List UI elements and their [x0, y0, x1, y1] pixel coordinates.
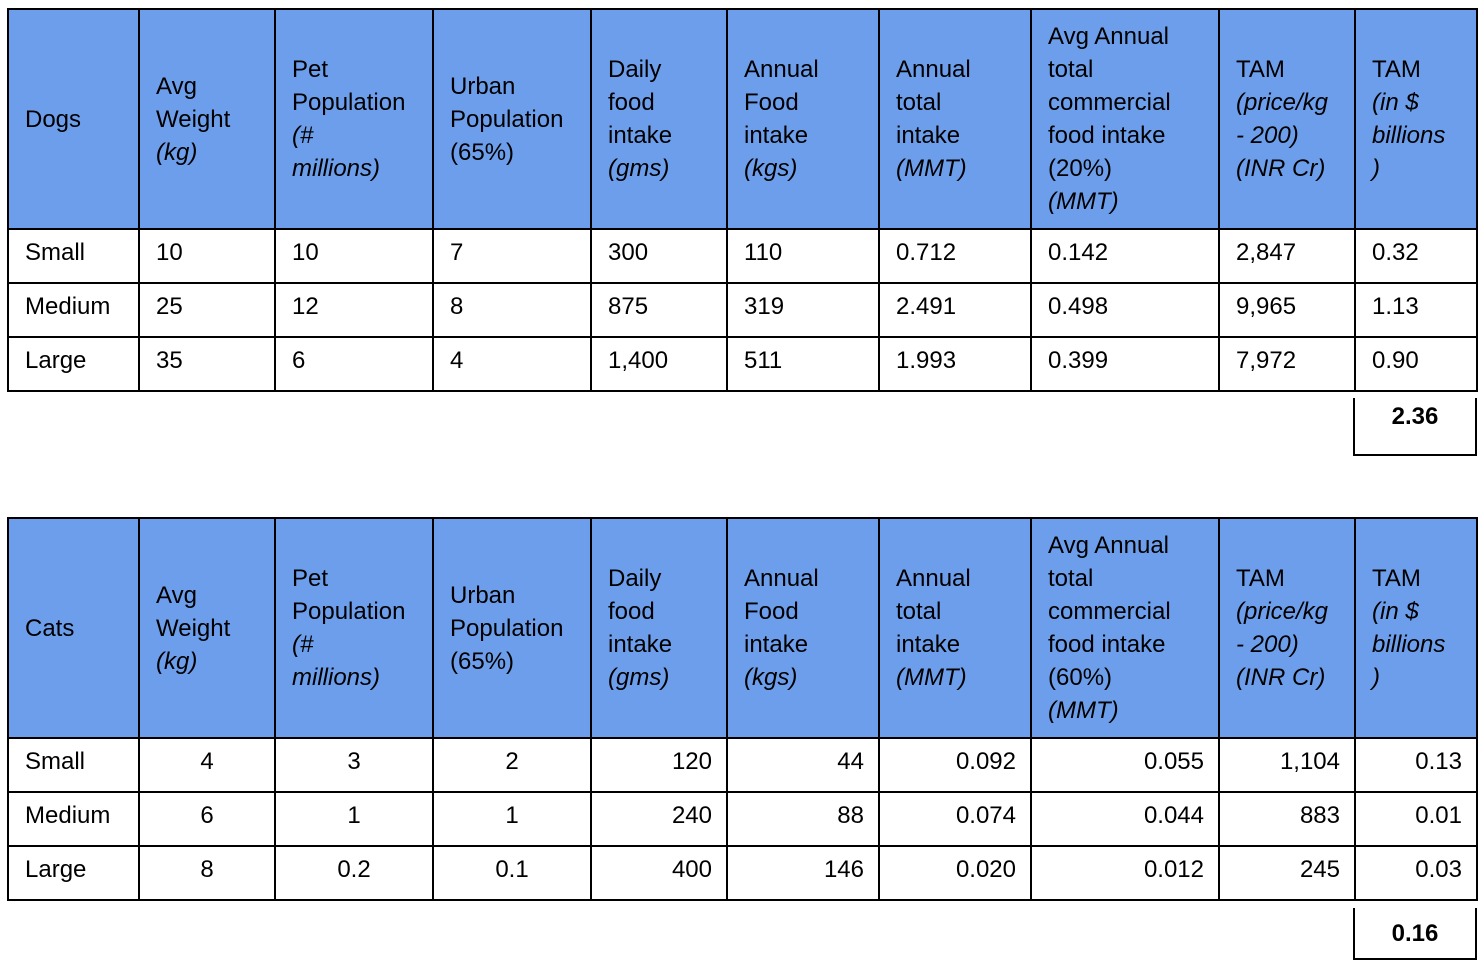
header-text: food intake	[1048, 122, 1166, 149]
header-text: Annual	[744, 56, 819, 83]
header-text: total	[896, 89, 942, 116]
table-cell: 0.1	[433, 846, 591, 900]
header-text: intake	[896, 631, 961, 658]
header-text: Population	[292, 89, 406, 116]
header-unit: millions)	[292, 664, 381, 691]
header-cell	[591, 9, 727, 229]
header-text: total	[1048, 565, 1094, 592]
header-text: Avg Annual	[1048, 23, 1169, 50]
table-row	[8, 283, 1477, 337]
table-cell: 110	[727, 229, 879, 283]
table-row	[8, 738, 1477, 792]
header-text: commercial	[1048, 89, 1171, 116]
table-cell: 300	[591, 229, 727, 283]
header-unit: (kgs)	[744, 155, 798, 182]
header-text: commercial	[1048, 598, 1171, 625]
header-text: Daily	[608, 56, 662, 83]
header-cell	[139, 518, 275, 738]
header-unit: (#	[292, 122, 314, 149]
cats-table	[7, 517, 1478, 901]
row-label: Large	[8, 337, 139, 391]
header-cell	[433, 9, 591, 229]
table-cell: 8	[139, 846, 275, 900]
header-cell	[8, 9, 139, 229]
header-text: TAM	[1372, 565, 1421, 592]
table-cell: 35	[139, 337, 275, 391]
header-text: total	[1048, 56, 1094, 83]
table-cell: 400	[591, 846, 727, 900]
header-cell	[433, 518, 591, 738]
table-cell: 1,400	[591, 337, 727, 391]
dogs-tam-total: 2.36	[1353, 398, 1477, 456]
header-unit: (#	[292, 631, 314, 658]
header-unit: (MMT)	[1048, 697, 1119, 724]
table-cell: 0.712	[879, 229, 1031, 283]
header-unit: billions	[1372, 631, 1446, 658]
header-row	[8, 518, 1477, 738]
header-text: intake	[608, 631, 673, 658]
table-cell: 0.2	[275, 846, 433, 900]
header-text: food	[608, 89, 655, 116]
header-text: Avg	[156, 581, 197, 609]
table-cell: 1,104	[1219, 738, 1355, 792]
header-unit: )	[1372, 664, 1380, 691]
header-cell	[1219, 518, 1355, 738]
table-cell: 0.074	[879, 792, 1031, 846]
table-cell: 0.498	[1031, 283, 1219, 337]
header-unit: - 200)	[1236, 122, 1299, 149]
header-text: (20%)	[1048, 155, 1113, 182]
table-cell: 2,847	[1219, 229, 1355, 283]
header-unit: (MMT)	[1048, 188, 1119, 215]
header-cell	[275, 9, 433, 229]
table-cell: 7,972	[1219, 337, 1355, 391]
table-cell: 6	[139, 792, 275, 846]
table-cell: 1	[433, 792, 591, 846]
header-text: Avg	[156, 72, 197, 100]
header-text: Avg Annual	[1048, 532, 1169, 559]
header-text: Food	[744, 598, 799, 625]
table-cell: 2.491	[879, 283, 1031, 337]
header-unit: (gms)	[608, 155, 670, 182]
row-label: Small	[8, 738, 139, 792]
table-cell: 88	[727, 792, 879, 846]
table-cell: 6	[275, 337, 433, 391]
table-row	[8, 229, 1477, 283]
table-cell: 44	[727, 738, 879, 792]
table-cell: 4	[433, 337, 591, 391]
table-cell: 1.993	[879, 337, 1031, 391]
table-cell: 2	[433, 738, 591, 792]
header-unit: (MMT)	[896, 155, 967, 182]
header-text: Annual	[744, 565, 819, 592]
table-cell: 1	[275, 792, 433, 846]
header-unit: (in $	[1372, 598, 1419, 625]
header-text: Population	[292, 598, 406, 625]
header-unit: (MMT)	[896, 664, 967, 691]
table-cell: 1.13	[1355, 283, 1477, 337]
header-text: intake	[744, 631, 809, 658]
table-cell: 12	[275, 283, 433, 337]
cats-tam-total: 0.16	[1353, 908, 1477, 960]
table-cell: 511	[727, 337, 879, 391]
table-cell: 0.012	[1031, 846, 1219, 900]
header-unit: (gms)	[608, 664, 670, 691]
header-unit: (INR Cr)	[1236, 664, 1326, 691]
row-label: Small	[8, 229, 139, 283]
table-cell: 9,965	[1219, 283, 1355, 337]
header-text: (60%)	[1048, 664, 1113, 691]
table-cell: 10	[275, 229, 433, 283]
header-cell	[1355, 9, 1477, 229]
header-text: Annual	[896, 565, 971, 592]
header-cell	[1219, 9, 1355, 229]
header-text: Annual	[896, 56, 971, 83]
header-unit: (price/kg	[1236, 89, 1329, 116]
table-row	[8, 846, 1477, 900]
header-text: (65%)	[450, 647, 515, 675]
table-cell: 240	[591, 792, 727, 846]
header-cell	[591, 518, 727, 738]
header-text: Cats	[25, 614, 75, 642]
table-cell: 8	[433, 283, 591, 337]
header-text: total	[896, 598, 942, 625]
header-text: Food	[744, 89, 799, 116]
row-label: Large	[8, 846, 139, 900]
header-text: intake	[744, 122, 809, 149]
header-text: (65%)	[450, 138, 515, 166]
header-cell	[275, 518, 433, 738]
header-text: Weight	[156, 105, 231, 133]
table-cell: 0.092	[879, 738, 1031, 792]
header-cell	[1031, 9, 1219, 229]
table-cell: 875	[591, 283, 727, 337]
header-cell	[8, 518, 139, 738]
header-text: TAM	[1236, 565, 1285, 592]
header-cell	[139, 9, 275, 229]
header-cell	[727, 518, 879, 738]
row-label: Medium	[8, 283, 139, 337]
header-text: Pet	[292, 565, 329, 592]
header-unit: (INR Cr)	[1236, 155, 1326, 182]
table-cell: 7	[433, 229, 591, 283]
table-cell: 0.055	[1031, 738, 1219, 792]
dogs-table	[7, 8, 1478, 392]
table-cell: 120	[591, 738, 727, 792]
header-unit: (in $	[1372, 89, 1419, 116]
header-cell	[879, 9, 1031, 229]
table-cell: 319	[727, 283, 879, 337]
table-cell: 0.01	[1355, 792, 1477, 846]
table-cell: 0.32	[1355, 229, 1477, 283]
header-text: intake	[896, 122, 961, 149]
header-cell	[1031, 518, 1219, 738]
header-cell	[727, 9, 879, 229]
header-text: Daily	[608, 565, 662, 592]
header-unit: (kg)	[156, 647, 198, 675]
table-cell: 3	[275, 738, 433, 792]
table-row	[8, 792, 1477, 846]
table-cell: 0.399	[1031, 337, 1219, 391]
table-cell: 0.03	[1355, 846, 1477, 900]
header-unit: - 200)	[1236, 631, 1299, 658]
table-cell: 0.90	[1355, 337, 1477, 391]
header-text: Weight	[156, 614, 231, 642]
header-unit: (kgs)	[744, 664, 798, 691]
table-cell: 0.044	[1031, 792, 1219, 846]
header-unit: millions)	[292, 155, 381, 182]
row-label: Medium	[8, 792, 139, 846]
header-text: food	[608, 598, 655, 625]
table-cell: 25	[139, 283, 275, 337]
header-text: TAM	[1236, 56, 1285, 83]
header-row	[8, 9, 1477, 229]
header-text: Population	[450, 105, 564, 133]
header-unit: (price/kg	[1236, 598, 1329, 625]
header-text: TAM	[1372, 56, 1421, 83]
table-cell: 10	[139, 229, 275, 283]
table-cell: 0.142	[1031, 229, 1219, 283]
header-cell	[1355, 518, 1477, 738]
header-text: Pet	[292, 56, 329, 83]
table-cell: 883	[1219, 792, 1355, 846]
header-text: intake	[608, 122, 673, 149]
header-text: food intake	[1048, 631, 1166, 658]
header-unit: (kg)	[156, 138, 198, 166]
header-cell	[879, 518, 1031, 738]
header-text: Urban	[450, 72, 516, 100]
header-unit: )	[1372, 155, 1380, 182]
table-cell: 0.020	[879, 846, 1031, 900]
header-text: Urban	[450, 581, 516, 609]
table-row	[8, 337, 1477, 391]
header-text: Population	[450, 614, 564, 642]
header-text: Dogs	[25, 105, 82, 133]
table-cell: 4	[139, 738, 275, 792]
table-cell: 146	[727, 846, 879, 900]
header-unit: billions	[1372, 122, 1446, 149]
table-cell: 0.13	[1355, 738, 1477, 792]
table-cell: 245	[1219, 846, 1355, 900]
